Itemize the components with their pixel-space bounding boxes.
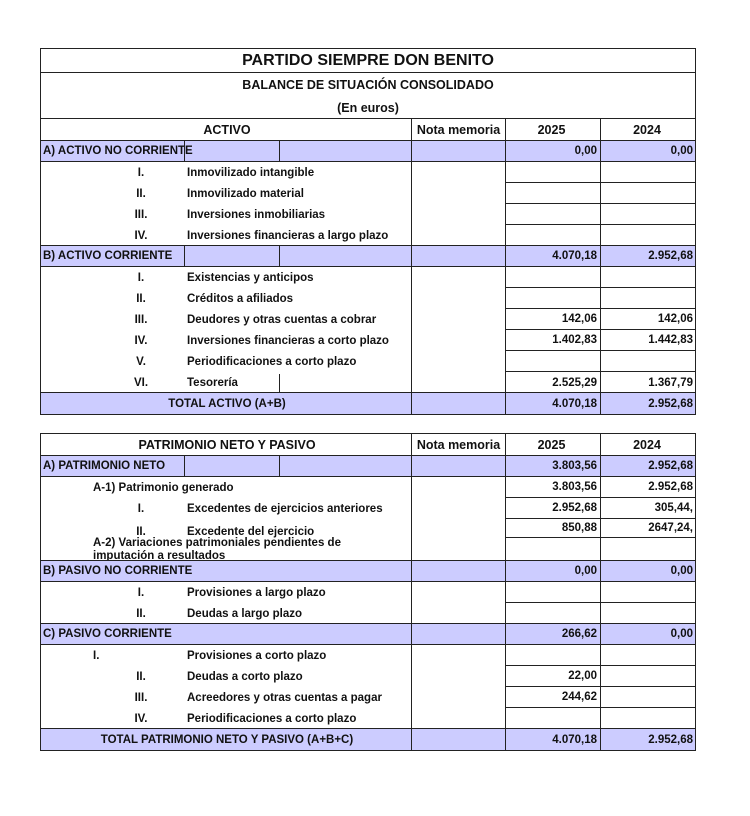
total-label: TOTAL PATRIMONIO NETO Y PASIVO (A+B+C) (100, 733, 354, 746)
list-item (41, 225, 695, 246)
value-2024: 0,00 (600, 141, 695, 161)
group-pasivo-no-corriente-items (41, 582, 695, 624)
item-number: III. (134, 313, 148, 326)
item-number: I. (93, 649, 100, 662)
list-item-patrimonio-generado (41, 477, 695, 498)
list-item (41, 708, 695, 729)
value-2024 (600, 666, 695, 687)
group-patrimonio-neto-items (41, 477, 695, 561)
year1-header: 2025 (505, 119, 600, 140)
value-2024 (600, 183, 695, 204)
item-number: I. (137, 166, 145, 179)
item-label: Provisiones a largo plazo (187, 586, 326, 599)
value-2025: 3.803,56 (505, 456, 600, 476)
total-activo-row (41, 393, 695, 414)
list-item (41, 603, 695, 624)
value-2024: 142,06 (600, 309, 695, 330)
value-2025 (505, 288, 600, 309)
list-item (41, 204, 695, 225)
value-2025: 4.070,18 (505, 729, 600, 750)
section-label: B) PASIVO NO CORRIENTE (43, 565, 193, 577)
pasivo-heading: PATRIMONIO NETO Y PASIVO (138, 437, 316, 452)
value-2024 (600, 687, 695, 708)
pasivo-header-row (41, 434, 695, 456)
value-2024 (600, 538, 695, 561)
year1-header: 2025 (505, 434, 600, 455)
list-item (41, 162, 695, 183)
org-name: PARTIDO SIEMPRE DON BENITO (41, 49, 695, 73)
item-number: I. (137, 502, 145, 515)
value-2024 (600, 351, 695, 372)
item-label: Inversiones financieras a corto plazo (187, 334, 389, 347)
nota-cell (411, 246, 505, 266)
value-2025: 2.952,68 (505, 498, 600, 519)
list-item (41, 498, 695, 519)
value-2025: 4.070,18 (505, 393, 600, 414)
value-2024: 2.952,68 (600, 456, 695, 476)
item-label: Excedentes de ejercicios anteriores (187, 502, 383, 515)
item-number: II. (136, 292, 146, 305)
nota-header: Nota memoria (411, 434, 505, 455)
value-2025 (505, 183, 600, 204)
item-label: Provisiones a corto plazo (187, 649, 327, 662)
section-activo-no-corriente (41, 141, 695, 162)
item-label: Deudas a corto plazo (187, 670, 303, 683)
list-item (41, 330, 695, 351)
group-activo-corriente-items (41, 267, 695, 393)
value-2024 (600, 645, 695, 666)
nota-cell (411, 456, 505, 476)
item-label: A-1) Patrimonio generado (93, 481, 234, 494)
value-2024: 0,00 (600, 561, 695, 581)
value-2024 (600, 204, 695, 225)
list-item (41, 267, 695, 288)
value-2025: 244,62 (505, 687, 600, 708)
item-number: II. (136, 526, 146, 538)
value-2024: 2647,24, (600, 519, 695, 538)
value-2024 (600, 288, 695, 309)
section-label: A) ACTIVO NO CORRIENTE (43, 145, 193, 157)
item-number: I. (137, 271, 145, 284)
value-2025 (505, 582, 600, 603)
nota-header: Nota memoria (411, 119, 505, 140)
item-label (93, 537, 341, 561)
item-number: IV. (134, 229, 148, 242)
year2-header: 2024 (600, 434, 695, 455)
variaciones-line2: imputación a resultados (93, 550, 226, 561)
value-2024 (600, 162, 695, 183)
value-2024 (600, 603, 695, 624)
item-number: VI. (133, 376, 149, 389)
list-item (41, 687, 695, 708)
item-label: Acreedores y otras cuentas a pagar (187, 691, 382, 704)
value-2024 (600, 708, 695, 729)
list-item (41, 309, 695, 330)
item-label: Inmovilizado intangible (187, 166, 315, 179)
item-number: IV. (134, 334, 148, 347)
nota-cell (411, 561, 505, 581)
section-activo-corriente (41, 246, 695, 267)
value-2025: 1.402,83 (505, 330, 600, 351)
value-2025 (505, 538, 600, 561)
section-label: B) ACTIVO CORRIENTE (43, 250, 173, 262)
item-number: V. (136, 355, 146, 368)
value-2025 (505, 351, 600, 372)
item-number: IV. (134, 712, 148, 725)
value-2025: 4.070,18 (505, 246, 600, 266)
value-2024: 2.952,68 (600, 393, 695, 414)
variaciones-line1: A-2) Variaciones patrimoniales pendientes de (93, 537, 341, 549)
item-label: Periodificaciones a corto plazo (187, 712, 357, 725)
value-2024: 2.952,68 (600, 246, 695, 266)
list-item (41, 666, 695, 687)
nota-cell (411, 393, 505, 414)
currency-note: (En euros) (41, 97, 695, 119)
value-2024 (600, 267, 695, 288)
value-2024 (600, 582, 695, 603)
item-label: Deudas a largo plazo (187, 607, 303, 620)
value-2025 (505, 225, 600, 246)
value-2025 (505, 267, 600, 288)
value-2024: 305,44, (600, 498, 695, 519)
item-label: Inmovilizado material (187, 187, 304, 200)
item-label: Excedente del ejercicio (187, 526, 315, 538)
value-2025 (505, 603, 600, 624)
group-pasivo-corriente-items (41, 645, 695, 729)
nota-cell (411, 141, 505, 161)
section-label: C) PASIVO CORRIENTE (43, 628, 172, 640)
value-2025: 22,00 (505, 666, 600, 687)
nota-cell (411, 729, 505, 750)
list-item (41, 183, 695, 204)
section-patrimonio-neto (41, 456, 695, 477)
group-activo-no-corriente-items (41, 162, 695, 246)
item-label: Existencias y anticipos (187, 271, 314, 284)
value-2025 (505, 162, 600, 183)
item-number: III. (134, 208, 148, 221)
section-pasivo-corriente (41, 624, 695, 645)
total-label: TOTAL ACTIVO (A+B) (168, 397, 286, 410)
value-2024: 2.952,68 (600, 477, 695, 498)
value-2025 (505, 204, 600, 225)
section-label: A) PATRIMONIO NETO (43, 460, 166, 472)
list-item (41, 645, 695, 666)
list-item (41, 288, 695, 309)
item-label: Inversiones financieras a largo plazo (187, 229, 389, 242)
list-item-variaciones (41, 538, 695, 561)
list-item (41, 519, 695, 538)
value-2024: 0,00 (600, 624, 695, 644)
year2-header: 2024 (600, 119, 695, 140)
value-2025: 850,88 (505, 519, 600, 538)
item-number: I. (137, 586, 145, 599)
report-title: BALANCE DE SITUACIÓN CONSOLIDADO (242, 78, 494, 92)
item-number: II. (136, 607, 146, 620)
item-label: Deudores y otras cuentas a cobrar (187, 313, 377, 326)
value-2025: 0,00 (505, 141, 600, 161)
item-number: III. (134, 691, 148, 704)
value-2025: 0,00 (505, 561, 600, 581)
value-2024: 2.952,68 (600, 729, 695, 750)
value-2024: 1.367,79 (600, 372, 695, 393)
item-label: Inversiones inmobiliarias (187, 208, 326, 221)
item-number: II. (136, 670, 146, 683)
value-2025: 266,62 (505, 624, 600, 644)
total-pasivo-row (41, 729, 695, 750)
item-number: II. (136, 187, 146, 200)
item-label: Periodificaciones a corto plazo (187, 355, 357, 368)
list-item (41, 372, 695, 393)
value-2025: 142,06 (505, 309, 600, 330)
activo-table (40, 48, 696, 415)
activo-heading: ACTIVO (203, 122, 251, 137)
activo-header-row (41, 119, 695, 141)
value-2024: 1.442,83 (600, 330, 695, 351)
section-pasivo-no-corriente (41, 561, 695, 582)
item-label: Tesorería (187, 376, 238, 389)
list-item (41, 351, 695, 372)
value-2025: 2.525,29 (505, 372, 600, 393)
value-2025 (505, 645, 600, 666)
value-2024 (600, 225, 695, 246)
value-2025 (505, 708, 600, 729)
value-2025: 3.803,56 (505, 477, 600, 498)
list-item (41, 582, 695, 603)
item-label: Créditos a afiliados (187, 292, 294, 305)
pasivo-table (40, 433, 696, 751)
nota-cell (411, 624, 505, 644)
